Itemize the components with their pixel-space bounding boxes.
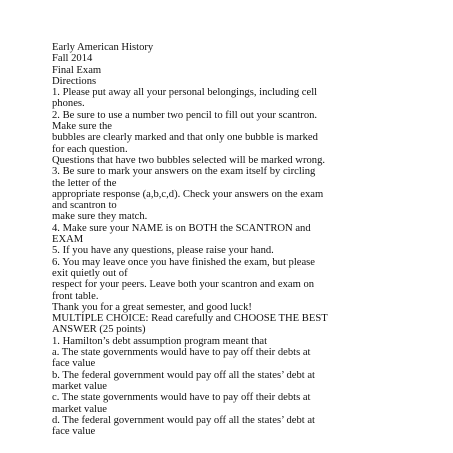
direction-3-line-4: and scantron to [52, 200, 117, 212]
direction-4-line-2: EXAM [52, 234, 84, 246]
direction-5: 5. If you have any questions, please raise your hand. [52, 245, 274, 257]
directions-heading: Directions [52, 75, 97, 87]
section-heading-line-2: ANSWER (25 points) [52, 324, 146, 336]
direction-3-line-5: make sure they match. [52, 211, 148, 223]
direction-1-line-2: phones. [52, 98, 85, 110]
option-c-line-2: market value [52, 403, 108, 415]
option-b-line-2: market value [52, 380, 108, 392]
direction-6-line-2: exit quietly out of [52, 267, 128, 279]
direction-4-line-1: 4. Make sure your NAME is on BOTH the SCANTRON and [52, 222, 311, 234]
document-page [52, 42, 452, 437]
direction-1-line-1: 1. Please put away all your personal belongings, including cell [52, 87, 318, 99]
option-d-line-1: d. The federal government would pay off all the states’ debt at [52, 414, 315, 426]
direction-3-line-2: the letter of the [52, 177, 117, 189]
question-1: 1. Hamilton’s debt assumption program meant that [52, 335, 268, 347]
direction-3-line-1: 3. Be sure to mark your answers on the exam itself by circling [52, 166, 316, 178]
direction-2-line-4: for each question. [52, 143, 128, 155]
section-heading-line-1: MULTIPLE CHOICE: Read carefully and CHOOSE THE BEST [52, 313, 328, 325]
option-a-line-2: face value [52, 358, 96, 370]
direction-6-line-1: 6. You may leave once you have finished the exam, but please [52, 256, 316, 268]
exam-title: Final Exam [52, 64, 102, 76]
direction-3-line-3: appropriate response (a,b,c,d). Check your answers on the exam [52, 188, 324, 200]
direction-2-line-1: 2. Be sure to use a number two pencil to fill out your scantron. [52, 109, 318, 121]
closing-message: Thank you for a great semester, and good luck! [52, 301, 252, 313]
option-a-line-1: a. The state governments would have to pay off their debts at [52, 347, 311, 359]
direction-6-line-4: front table. [52, 290, 99, 302]
option-d-line-2: face value [52, 426, 96, 438]
course-title: Early American History [52, 42, 154, 53]
option-b-line-1: b. The federal government would pay off all the states’ debt at [52, 369, 315, 381]
term: Fall 2014 [52, 53, 93, 65]
direction-6-line-3: respect for your peers. Leave both your scantron and exam on [52, 279, 315, 291]
direction-2-line-2: Make sure the [52, 121, 113, 133]
direction-2-line-5: Questions that have two bubbles selected will be marked wrong. [52, 154, 326, 166]
option-c-line-1: c. The state governments would have to pay off their debts at [52, 392, 311, 404]
direction-2-line-3: bubbles are clearly marked and that only one bubble is marked [52, 132, 318, 144]
